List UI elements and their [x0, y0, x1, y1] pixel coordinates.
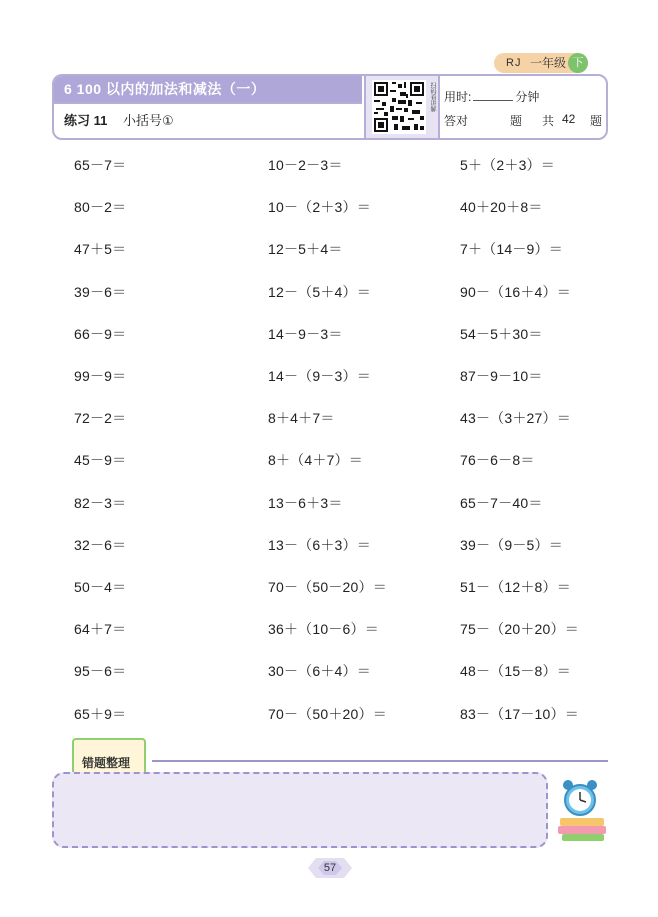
- problem-col2-4: 12－（5＋4）＝: [268, 283, 371, 300]
- problem-col1-8: 45－9＝: [74, 452, 127, 469]
- problem-col1-6: 99－9＝: [74, 368, 127, 384]
- correct-label: 答对: [444, 114, 469, 128]
- problem-col1-2: 80－2＝: [74, 199, 127, 216]
- problem-col3-1: 5＋（2＋3）＝: [460, 157, 555, 173]
- problem-col3-7: 43－（3＋27）＝: [460, 410, 571, 427]
- time-unit: 分钟: [515, 90, 540, 104]
- lesson-topic: 小括号①: [122, 113, 174, 128]
- problem-col2-1: 10－2－3＝: [268, 157, 343, 173]
- page-number: 57: [323, 862, 337, 874]
- alarm-clock-books-icon: [554, 774, 610, 844]
- problem-col3-13: 48－（15－8）＝: [460, 663, 571, 680]
- question-unit: 题: [510, 114, 523, 128]
- total-label: 共: [542, 114, 555, 128]
- problem-col1-3: 47＋5＝: [74, 241, 127, 258]
- total-unit: 题: [590, 114, 603, 128]
- problem-col1-10: 32－6＝: [74, 536, 127, 553]
- problem-col3-4: 90－（16＋4）＝: [460, 283, 571, 300]
- problem-col3-10: 39－（9－5）＝: [460, 536, 563, 553]
- problem-col3-12: 75－（20＋20）＝: [460, 621, 579, 638]
- problem-col3-6: 87－9－10＝: [460, 368, 543, 384]
- problem-col3-5: 54－5＋30＝: [460, 325, 543, 342]
- qr-caption: 扫码看讲解: [429, 82, 435, 112]
- problem-col3-2: 40＋20＋8＝: [460, 199, 543, 216]
- problem-col1-14: 65＋9＝: [74, 705, 127, 722]
- problem-col3-14: 83－（17－10）＝: [460, 705, 579, 722]
- problem-col1-1: 65－7＝: [74, 157, 127, 173]
- problem-col1-4: 39－6＝: [74, 283, 127, 300]
- problem-col3-11: 51－（12＋8）＝: [460, 579, 571, 595]
- problem-col3-9: 65－7－40＝: [460, 494, 543, 511]
- problem-col2-11: 70－（50－20）＝: [268, 579, 387, 595]
- wrong-answers-label: 错题整理: [82, 756, 131, 770]
- problem-col2-3: 12－5＋4＝: [268, 241, 343, 258]
- problem-col1-13: 95－6＝: [74, 663, 127, 680]
- wrong-answers-note-area[interactable]: [52, 772, 548, 848]
- problem-col2-12: 36＋（10－6）＝: [268, 621, 379, 638]
- series-label: RJ: [506, 57, 522, 69]
- problem-col2-14: 70－（50＋20）＝: [268, 705, 387, 722]
- problem-col2-13: 30－（6＋4）＝: [268, 663, 371, 680]
- problem-col3-3: 7＋（14－9）＝: [460, 241, 563, 258]
- problem-col2-7: 8＋4＋7＝: [268, 410, 335, 427]
- problem-col2-6: 14－（9－3）＝: [268, 368, 371, 384]
- problem-col2-2: 10－（2＋3）＝: [268, 199, 371, 216]
- grade-label: 一年级: [530, 56, 567, 70]
- problem-col2-5: 14－9－3＝: [268, 325, 343, 342]
- problem-col2-8: 8＋（4＋7）＝: [268, 452, 363, 469]
- time-label: 用时:: [444, 90, 472, 104]
- lesson-number: 练习 11: [64, 113, 108, 128]
- page-number-badge: [308, 856, 352, 880]
- problem-col2-9: 13－6＋3＝: [268, 494, 343, 511]
- problem-col1-7: 72－2＝: [74, 410, 127, 427]
- wrong-section-divider: [152, 760, 608, 762]
- problem-col1-12: 64＋7＝: [74, 621, 127, 638]
- term-badge: 下: [568, 53, 588, 73]
- problem-col2-10: 13－（6＋3）＝: [268, 536, 371, 553]
- chapter-title: 6 100 以内的加法和减法（一）: [54, 76, 362, 102]
- problem-col1-5: 66－9＝: [74, 325, 127, 342]
- problem-col1-11: 50－4＝: [74, 579, 127, 595]
- problem-col1-9: 82－3＝: [74, 494, 127, 511]
- problem-col3-8: 76－6－8＝: [460, 452, 535, 469]
- total-count: 42: [562, 112, 576, 126]
